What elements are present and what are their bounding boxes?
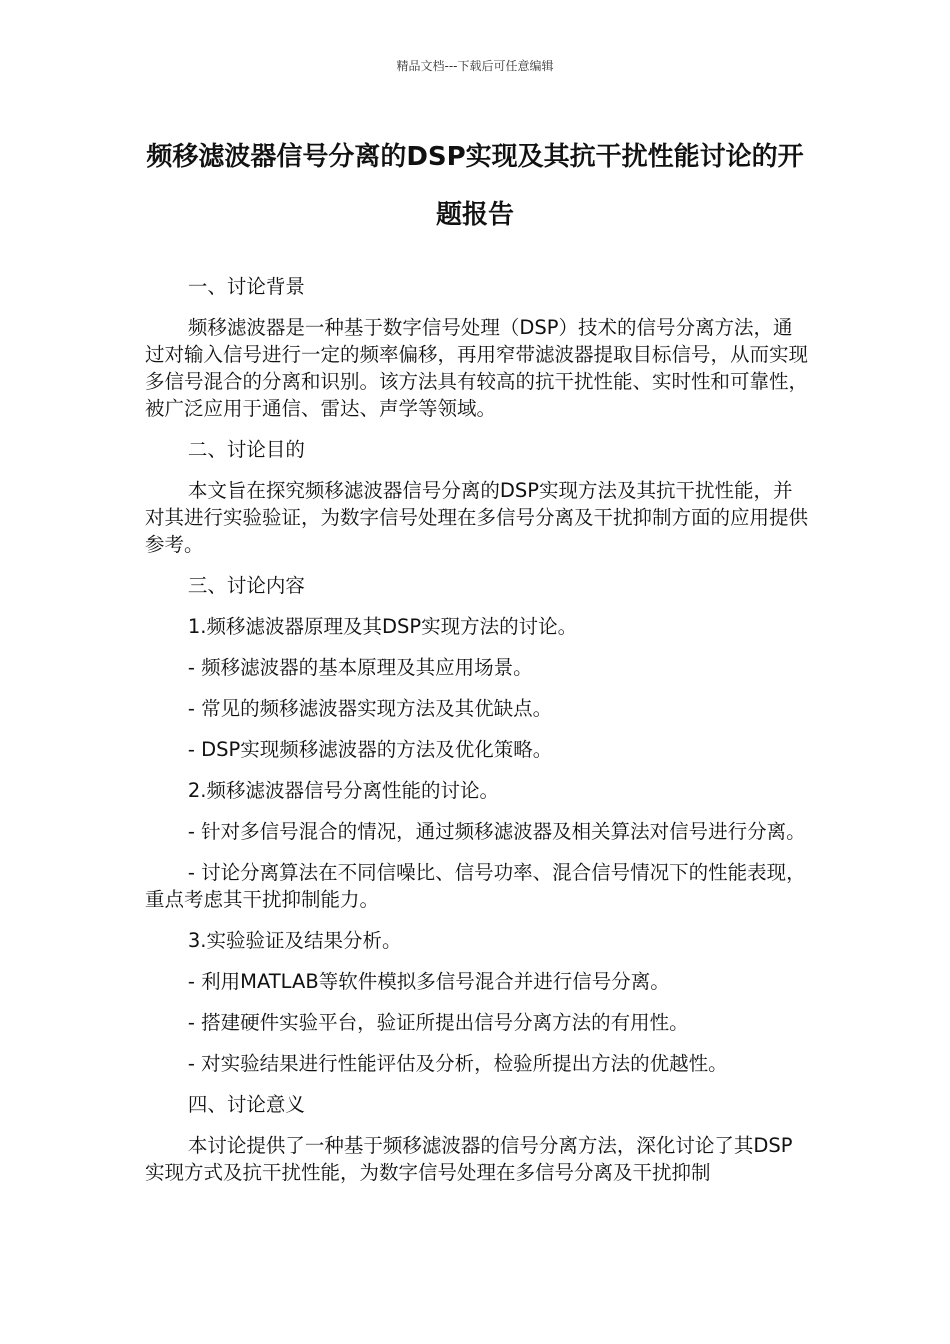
content-bullet: - 常见的频移滤波器实现方法及其优缺点。: [187, 697, 553, 720]
header-note: 精品文档---下载后可任意编辑: [396, 59, 554, 73]
document-title: 频移滤波器信号分离的DSP实现及其抗干扰性能讨论的开题报告: [146, 142, 804, 230]
section-heading-significance: 四、讨论意义: [187, 1093, 305, 1116]
content-bullet: - DSP实现频移滤波器的方法及优化策略。: [187, 738, 553, 761]
paragraph-significance: 本讨论提供了一种基于频移滤波器的信号分离方法，深化讨论了其DSP实现方式及抗干扰性能，为数字信号处理在多信号分离及干扰抑制: [145, 1134, 793, 1184]
section-heading-background: 一、讨论背景: [187, 275, 305, 298]
content-bullet: - 利用MATLAB等软件模拟多信号混合并进行信号分离。: [187, 970, 670, 993]
content-item-1: 1.频移滤波器原理及其DSP实现方法的讨论。: [187, 615, 578, 638]
section-heading-content: 三、讨论内容: [187, 574, 305, 597]
content-bullet: - 讨论分离算法在不同信噪比、信号功率、混合信号情况下的性能表现，重点考虑其干扰抑制能力。: [145, 861, 806, 911]
paragraph-background: 频移滤波器是一种基于数字信号处理（DSP）技术的信号分离方法，通过对输入信号进行一定的频率偏移，再用窄带滤波器提取目标信号，从而实现多信号混合的分离和识别。该方法具有较高的抗干扰性能、实时性和可靠性，被广泛应用于通信、雷达、声学等领域。: [145, 316, 809, 420]
content-bullet: - 频移滤波器的基本原理及其应用场景。: [187, 656, 533, 679]
content-bullet: - 针对多信号混合的情况，通过频移滤波器及相关算法对信号进行分离。: [187, 820, 806, 843]
paragraph-purpose: 本文旨在探究频移滤波器信号分离的DSP实现方法及其抗干扰性能，并对其进行实验验证，为数字信号处理在多信号分离及干扰抑制方面的应用提供参考。: [145, 479, 809, 556]
content-item-2: 2.频移滤波器信号分离性能的讨论。: [187, 779, 499, 802]
content-bullet: - 搭建硬件实验平台，验证所提出信号分离方法的有用性。: [187, 1011, 689, 1034]
content-bullet: - 对实验结果进行性能评估及分析，检验所提出方法的优越性。: [187, 1052, 728, 1075]
document-body: [145, 273, 810, 1200]
section-heading-purpose: 二、讨论目的: [187, 438, 305, 461]
content-item-3: 3.实验验证及结果分析。: [187, 929, 402, 952]
